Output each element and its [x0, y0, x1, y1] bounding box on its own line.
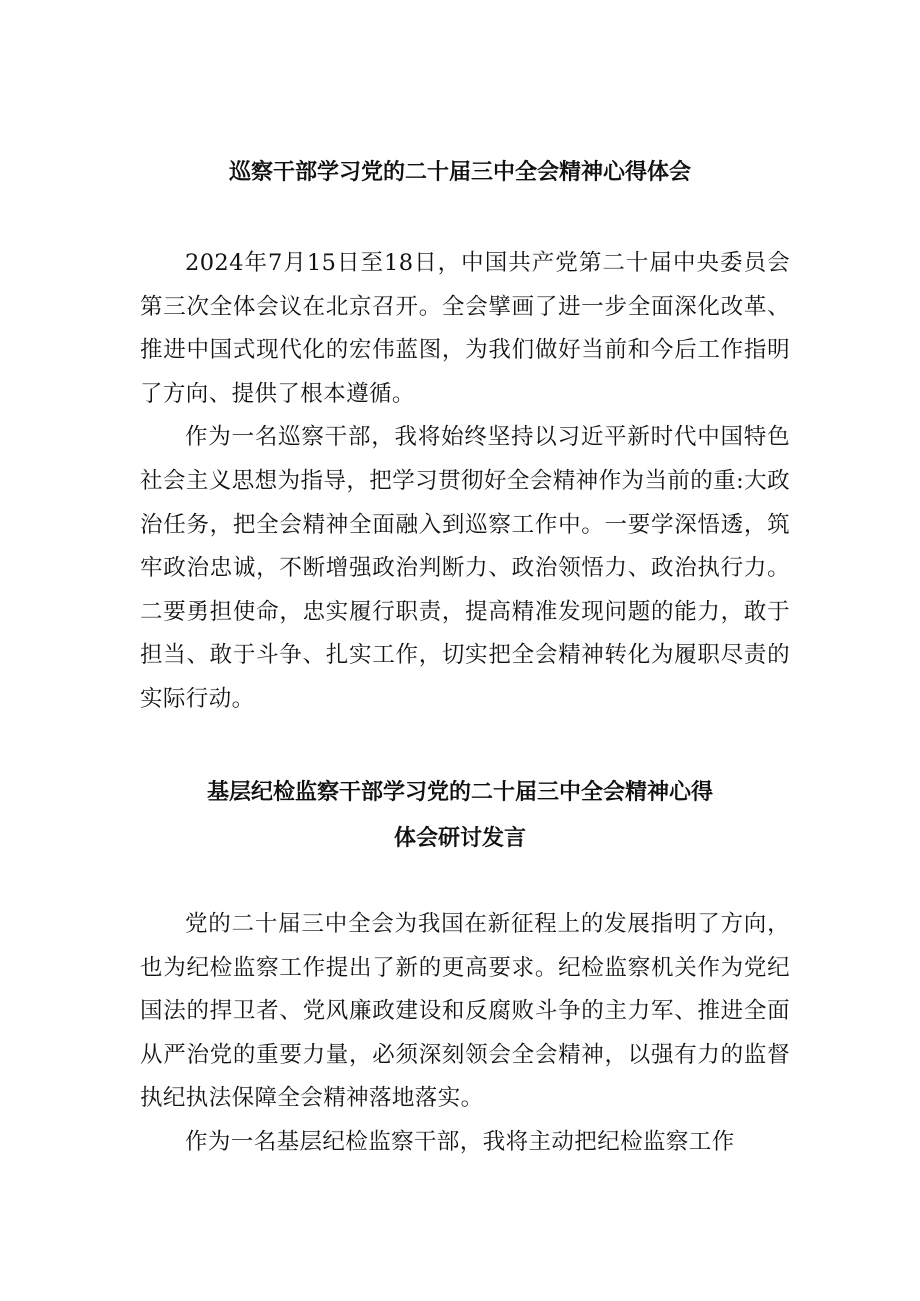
section-2-title-line-1: 基层纪检监察干部学习党的二十届三中全会精神心得 — [206, 780, 713, 805]
section-2-body — [140, 903, 790, 1165]
section-2-title — [100, 770, 820, 862]
section-1-paragraph-2: 作为一名巡察干部，我将始终坚持以习近平新时代中国特色社会主义思想为指导，把学习贯彻好全会精神作为当前的重:大政治任务，把全会精神全面融入到巡察工作中。一要学深悟透，筑牢政治忠诚，不断增强政治判断力、政治领悟力、政治执行力。二要勇担使命，忠实履行职责，提高精准发现问题的能力，敢于担当、敢于斗争、扎实工作，切实把全会精神转化为履职尽责的实际行动。 — [140, 424, 790, 712]
section-1-body — [140, 242, 790, 722]
section-2-paragraph-1: 党的二十届三中全会为我国在新征程上的发展指明了方向，也为纪检监察工作提出了新的更高要求。纪检监察机关作为党纪国法的捍卫者、党风廉政建设和反腐败斗争的主力军、推进全面从严治党的重要力量，必须深刻领会全会精神，以强有力的监督执纪执法保障全会精神落地落实。 — [140, 911, 790, 1112]
section-1-title — [100, 150, 820, 196]
section-2-title-line-2: 体会研讨发言 — [393, 826, 526, 851]
section-1-title-line: 巡察干部学习党的二十届三中全会精神心得体会 — [228, 160, 691, 185]
section-2-paragraph-2: 作为一名基层纪检监察干部，我将主动把纪检监察工作 — [185, 1128, 735, 1155]
section-1-paragraph-1: 2024年7月15日至18日，中国共产党第二十届中央委员会第三次全体会议在北京召开。全会擘画了进一步全面深化改革、推进中国式现代化的宏伟蓝图，为我们做好当前和今后工作指明了方向、提供了根本遵循。 — [140, 250, 790, 407]
